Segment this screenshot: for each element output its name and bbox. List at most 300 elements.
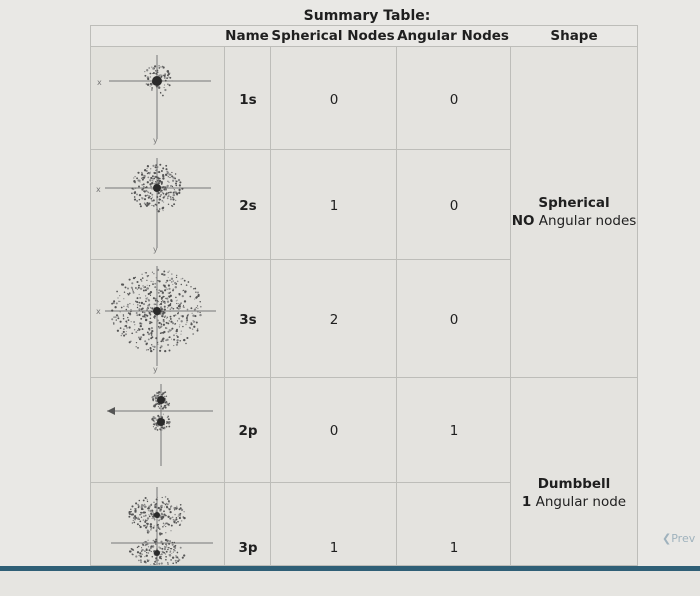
density-dot — [147, 530, 149, 532]
density-dot — [142, 311, 144, 313]
density-dot — [162, 501, 163, 502]
density-dot — [164, 73, 166, 75]
density-dot — [159, 350, 161, 352]
density-dot — [144, 169, 146, 171]
density-dot — [165, 559, 167, 561]
density-dot — [125, 320, 127, 322]
density-dot — [138, 546, 140, 548]
density-dot — [163, 331, 165, 333]
x-axis-label: x — [97, 78, 102, 87]
density-dot — [171, 339, 172, 340]
density-dot — [173, 552, 174, 553]
density-dot — [144, 506, 146, 508]
orbital-1s-diagram — [91, 47, 225, 150]
density-dot — [150, 545, 152, 547]
density-dot — [143, 519, 144, 520]
density-dot — [172, 284, 173, 285]
density-dot — [181, 188, 183, 190]
density-dot — [133, 522, 135, 524]
density-dot — [125, 333, 127, 335]
density-dot — [147, 508, 149, 510]
density-dot — [166, 186, 168, 188]
density-dot — [179, 524, 181, 526]
density-dot — [151, 330, 153, 332]
density-dot — [170, 550, 172, 552]
cell-name-2s — [224, 149, 271, 260]
density-dot — [147, 195, 149, 197]
density-dot — [143, 303, 145, 305]
density-dot — [167, 417, 169, 419]
density-dot — [147, 560, 149, 562]
density-dot — [152, 197, 153, 198]
density-dot — [181, 331, 182, 332]
density-dot — [134, 329, 135, 330]
y-axis-label: y — [153, 136, 158, 145]
density-dot — [173, 308, 175, 310]
density-dot — [150, 281, 151, 282]
density-dot — [158, 202, 160, 204]
density-dot — [155, 181, 156, 182]
density-dot — [169, 84, 171, 86]
density-dot — [146, 205, 148, 207]
density-dot — [165, 186, 166, 187]
density-dot — [164, 350, 166, 352]
density-dot — [169, 350, 171, 352]
density-dot — [131, 321, 132, 322]
density-dot — [170, 311, 171, 312]
density-dot — [144, 75, 146, 77]
density-dot — [163, 324, 165, 326]
density-dot — [131, 192, 133, 194]
density-dot — [113, 316, 115, 318]
density-dot — [168, 337, 169, 338]
shape-subtitle — [511, 213, 637, 229]
density-dot — [148, 546, 149, 547]
density-dot — [158, 394, 160, 396]
density-dot — [139, 500, 141, 502]
density-dot — [155, 164, 157, 166]
density-dot — [133, 177, 134, 178]
density-dot — [144, 504, 146, 506]
density-dot — [152, 511, 153, 512]
density-dot — [165, 496, 166, 497]
density-dot — [141, 504, 143, 506]
shape-subtitle — [511, 494, 637, 510]
density-dot — [164, 396, 166, 398]
density-dot — [167, 322, 169, 324]
density-core — [152, 76, 162, 86]
density-dot — [123, 316, 124, 317]
density-dot — [127, 317, 128, 318]
density-dot — [178, 293, 179, 294]
density-dot — [165, 523, 167, 525]
density-dot — [194, 299, 195, 300]
density-dot — [170, 318, 172, 320]
density-dot — [168, 292, 169, 293]
density-dot — [159, 534, 161, 536]
density-dot — [147, 499, 148, 500]
density-dot — [151, 200, 153, 202]
density-dot — [160, 505, 162, 507]
density-dot — [117, 330, 119, 332]
density-dot — [174, 550, 176, 552]
density-dot — [157, 497, 158, 498]
density-dot — [132, 522, 133, 523]
density-dot — [127, 306, 128, 307]
density-dot — [147, 203, 149, 205]
density-dot — [152, 418, 153, 419]
density-dot — [143, 183, 145, 185]
density-dot — [139, 294, 140, 295]
density-dot — [151, 89, 153, 91]
density-dot — [183, 339, 184, 340]
density-dot — [139, 555, 140, 556]
density-dot — [176, 330, 178, 332]
density-dot — [182, 278, 184, 280]
density-dot — [175, 314, 177, 316]
density-dot — [160, 508, 162, 510]
density-dot — [153, 517, 154, 518]
density-dot — [197, 328, 198, 329]
header-spherical-nodes: Spherical Nodes — [271, 28, 395, 44]
density-dot — [189, 296, 191, 298]
density-dot — [148, 195, 150, 197]
density-dot — [143, 499, 145, 501]
density-dot — [193, 326, 195, 328]
density-dot — [139, 194, 141, 196]
density-dot — [114, 306, 116, 308]
density-core — [157, 396, 165, 404]
density-dot — [155, 73, 157, 75]
density-dot — [131, 332, 133, 334]
density-dot — [142, 179, 144, 181]
density-dot — [176, 193, 178, 195]
density-dot — [131, 505, 133, 507]
density-dot — [187, 315, 189, 317]
density-dot — [171, 273, 172, 274]
density-dot — [140, 279, 142, 281]
density-dot — [154, 404, 155, 405]
density-dot — [128, 319, 130, 321]
density-dot — [170, 511, 172, 513]
density-dot — [197, 311, 199, 313]
density-dot — [150, 314, 152, 316]
density-dot — [181, 315, 182, 316]
density-dot — [164, 89, 166, 91]
density-dot — [163, 525, 164, 526]
density-dot — [152, 346, 153, 347]
density-dot — [170, 506, 171, 507]
density-dot — [116, 291, 118, 293]
density-dot — [141, 513, 142, 514]
density-dot — [159, 532, 161, 534]
density-dot — [144, 312, 146, 314]
density-dot — [154, 561, 156, 563]
density-dot — [162, 551, 164, 553]
spherical-nodes-value: 0 — [329, 423, 339, 439]
density-dot — [157, 342, 158, 343]
density-dot — [128, 516, 130, 518]
density-dot — [164, 506, 165, 507]
density-dot — [153, 72, 155, 74]
density-dot — [189, 327, 191, 329]
density-dot — [151, 307, 153, 309]
density-dot — [149, 73, 151, 75]
density-dot — [147, 84, 149, 86]
density-dot — [129, 313, 131, 315]
density-dot — [165, 515, 167, 517]
density-dot — [148, 349, 149, 350]
density-dot — [155, 398, 156, 399]
density-dot — [138, 560, 140, 562]
density-dot — [133, 321, 135, 323]
density-dot — [154, 525, 155, 526]
density-dot — [148, 333, 150, 335]
density-dot — [154, 172, 156, 174]
density-dot — [190, 286, 191, 287]
density-dot — [179, 184, 181, 186]
density-dot — [138, 287, 140, 289]
density-dot — [171, 278, 173, 280]
density-dot — [139, 302, 141, 304]
density-dot — [166, 322, 168, 324]
density-dot — [153, 540, 155, 542]
density-dot — [178, 318, 180, 320]
row-name: 2p — [238, 423, 258, 439]
density-dot — [181, 520, 182, 521]
density-dot — [161, 311, 163, 313]
density-dot — [144, 556, 145, 557]
density-dot — [140, 318, 142, 320]
density-dot — [176, 275, 177, 276]
density-dot — [159, 295, 161, 297]
density-dot — [170, 196, 172, 198]
density-dot — [146, 349, 147, 350]
density-dot — [157, 344, 158, 345]
shape-title: Dumbbell — [537, 476, 611, 492]
density-dot — [188, 281, 190, 283]
density-dot — [176, 181, 178, 183]
spherical-nodes-value: 2 — [329, 312, 339, 328]
density-dot — [166, 77, 168, 79]
density-dot — [174, 190, 175, 191]
orbital-image-3p — [90, 482, 225, 566]
density-dot — [161, 558, 162, 559]
density-dot — [171, 281, 173, 283]
density-dot — [172, 206, 173, 207]
density-dot — [174, 514, 175, 515]
prev-button[interactable] — [662, 530, 698, 548]
density-dot — [153, 346, 155, 348]
density-dot — [151, 344, 152, 345]
density-dot — [167, 301, 169, 303]
density-dot — [175, 173, 176, 174]
density-dot — [168, 547, 170, 549]
density-dot — [160, 74, 161, 75]
density-dot — [166, 542, 168, 544]
density-dot — [137, 330, 138, 331]
density-dot — [170, 308, 172, 310]
density-dot — [176, 333, 177, 334]
density-core — [154, 512, 160, 518]
density-dot — [161, 299, 162, 300]
density-dot — [174, 323, 175, 324]
density-dot — [176, 339, 178, 341]
density-dot — [146, 83, 147, 84]
density-dot — [133, 517, 135, 519]
density-dot — [153, 281, 154, 282]
row-name: 3s — [239, 312, 257, 328]
density-dot — [167, 422, 169, 424]
density-dot — [167, 289, 168, 290]
density-dot — [111, 309, 113, 311]
density-dot — [139, 521, 141, 523]
density-dot — [168, 295, 170, 297]
density-dot — [197, 292, 199, 294]
density-dot — [163, 197, 165, 199]
density-dot — [135, 188, 136, 189]
density-dot — [129, 279, 131, 281]
density-dot — [181, 284, 182, 285]
density-dot — [159, 164, 161, 166]
density-dot — [148, 67, 150, 69]
density-dot — [161, 406, 163, 408]
density-dot — [167, 84, 168, 85]
density-dot — [138, 308, 140, 310]
density-core — [153, 307, 161, 315]
density-dot — [142, 554, 143, 555]
density-dot — [148, 338, 150, 340]
density-dot — [168, 204, 169, 205]
density-dot — [158, 507, 160, 509]
density-dot — [151, 396, 153, 398]
angular-nodes-value: 0 — [449, 92, 459, 108]
density-dot — [161, 518, 163, 520]
orbital-image-2s — [90, 149, 225, 260]
density-dot — [159, 556, 160, 557]
density-dot — [166, 327, 168, 329]
density-dot — [162, 186, 164, 188]
spherical-nodes-value: 0 — [329, 92, 339, 108]
density-dot — [163, 202, 164, 203]
density-dot — [162, 526, 164, 528]
density-dot — [147, 173, 148, 174]
density-dot — [192, 315, 194, 317]
density-dot — [123, 298, 124, 299]
density-dot — [164, 75, 166, 77]
density-dot — [182, 557, 184, 559]
density-dot — [158, 406, 159, 407]
density-dot — [142, 307, 144, 309]
density-dot — [154, 394, 156, 396]
density-dot — [149, 549, 151, 551]
density-dot — [151, 205, 152, 206]
density-dot — [145, 319, 147, 321]
density-dot — [173, 519, 175, 521]
density-dot — [172, 290, 174, 292]
density-dot — [159, 280, 161, 282]
density-dot — [166, 551, 168, 553]
density-dot — [172, 180, 174, 182]
density-dot — [162, 340, 164, 342]
shape-title: Spherical — [538, 195, 610, 211]
density-dot — [133, 520, 134, 521]
density-dot — [154, 421, 155, 422]
density-dot — [167, 516, 169, 518]
density-dot — [137, 172, 139, 174]
density-dot — [176, 506, 177, 507]
density-dot — [176, 344, 178, 346]
density-dot — [157, 392, 159, 394]
density-dot — [156, 289, 157, 290]
density-dot — [158, 289, 160, 291]
row-name: 1s — [239, 92, 257, 108]
density-dot — [156, 542, 158, 544]
density-dot — [161, 394, 163, 396]
density-dot — [178, 192, 180, 194]
density-dot — [137, 347, 139, 349]
density-dot — [179, 326, 180, 327]
density-dot — [156, 395, 157, 396]
density-dot — [177, 187, 179, 189]
density-dot — [164, 503, 165, 504]
density-dot — [167, 563, 169, 565]
density-dot — [153, 297, 155, 299]
density-dot — [157, 559, 159, 561]
density-dot — [150, 76, 151, 77]
density-dot — [137, 304, 138, 305]
spherical-nodes-value: 1 — [329, 198, 339, 214]
density-dot — [153, 181, 154, 182]
density-dot — [151, 322, 153, 324]
density-dot — [129, 513, 131, 515]
density-dot — [163, 320, 165, 322]
y-axis-label: y — [153, 365, 158, 374]
density-dot — [153, 563, 155, 565]
density-dot — [171, 328, 173, 330]
density-dot — [141, 274, 142, 275]
density-dot — [130, 309, 131, 310]
density-dot — [130, 311, 131, 312]
density-dot — [170, 517, 171, 518]
density-dot — [167, 172, 168, 173]
density-dot — [123, 328, 124, 329]
density-dot — [192, 313, 193, 314]
density-dot — [194, 288, 196, 290]
density-dot — [129, 341, 131, 343]
cell-spherical-3p — [270, 482, 397, 566]
density-dot — [180, 334, 181, 335]
density-dot — [167, 331, 169, 333]
angular-nodes-value: 0 — [449, 198, 459, 214]
density-dot — [144, 71, 145, 72]
density-dot — [134, 192, 136, 194]
density-dot — [148, 328, 150, 330]
density-dot — [123, 335, 125, 337]
density-dot — [147, 501, 148, 502]
density-dot — [183, 511, 184, 512]
density-dot — [165, 80, 167, 82]
density-dot — [164, 87, 165, 88]
density-dot — [177, 320, 178, 321]
density-dot — [174, 547, 176, 549]
density-dot — [139, 338, 141, 340]
density-dot — [161, 548, 163, 550]
density-dot — [141, 280, 143, 282]
density-dot — [176, 307, 178, 309]
density-dot — [165, 543, 167, 545]
density-dot — [158, 177, 160, 179]
